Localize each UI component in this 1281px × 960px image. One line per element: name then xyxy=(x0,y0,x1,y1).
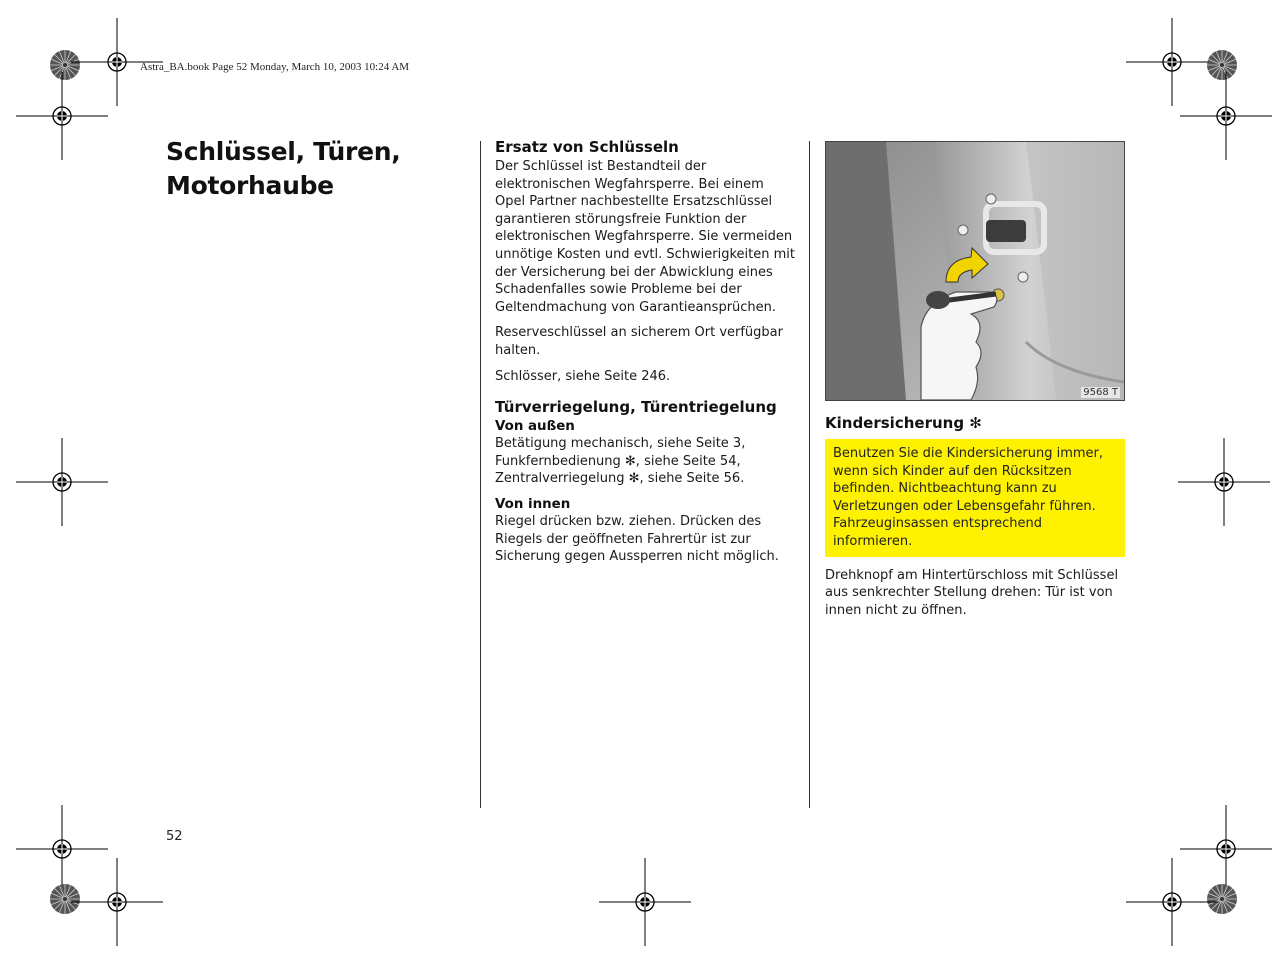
figure-code: 9568 T xyxy=(1083,387,1118,398)
print-header: Astra_BA.book Page 52 Monday, March 10, 2003 10:24 AM xyxy=(140,61,410,73)
column-divider-right xyxy=(809,141,810,808)
outside-line-2: Funkfernbedienung ✻, siehe Seite 54, xyxy=(495,453,741,469)
door-lock-illustration xyxy=(825,141,1125,401)
page-number: 52 xyxy=(166,829,183,844)
keys-paragraph-2: Reserveschlüssel an sicherem Ort verfügbar halten. xyxy=(495,325,783,358)
chapter-title: Schlüssel, Türen, Motorhaube xyxy=(166,137,401,200)
warning-box: Benutzen Sie die Kindersicherung immer, wenn sich Kinder auf den Rücksitzen befinden. Nichtbeachtung kann zu Verletzungen oder Lebensgefahr führen. Fahrzeuginsassen entsprechend informieren. xyxy=(825,439,1125,557)
inside-text: Riegel drücken bzw. ziehen. Drücken des Riegels der geöffneten Fahrertür ist zur Sicherung gegen Aussperren nicht möglich. xyxy=(495,513,779,565)
keys-paragraph-3: Schlösser, siehe Seite 246. xyxy=(495,368,671,384)
middle-column xyxy=(495,137,795,574)
outside-line-3: Zentralverriegelung ✻, siehe Seite 56. xyxy=(495,471,745,487)
right-column xyxy=(825,413,1125,627)
section-heading-keys: Ersatz von Schlüsseln xyxy=(495,138,679,156)
section-heading-locking: Türverriegelung, Türentriegelung xyxy=(495,398,777,417)
door-lock-drawing xyxy=(826,142,1124,400)
outside-line-1: Betätigung mechanisch, siehe Seite 3, xyxy=(495,436,746,452)
subheading-inside: Von innen xyxy=(495,496,571,512)
keys-paragraph-1: Der Schlüssel ist Bestandteil der elektronischen Wegfahrsperre. Bei einem Opel Partner nachbestellte Ersatzschlüssel garantieren störungsfreie Funktion der elektronischen Wegfahrsperre. Sie vermeiden unnötige Kosten und evtl. Schwierigkeiten mit der Versicherung bei der Abwicklung eines Schadenfalles sowie Probleme bei der Geltendmachung von Garantieansprüchen. xyxy=(495,159,795,315)
column-divider-left xyxy=(480,141,481,808)
section-heading-child-lock: Kindersicherung ✻ xyxy=(825,414,982,432)
child-lock-text: Drehknopf am Hintertürschloss mit Schlüssel aus senkrechter Stellung drehen: Tür ist von innen nicht zu öffnen. xyxy=(825,567,1119,618)
subheading-outside: Von außen xyxy=(495,419,575,435)
